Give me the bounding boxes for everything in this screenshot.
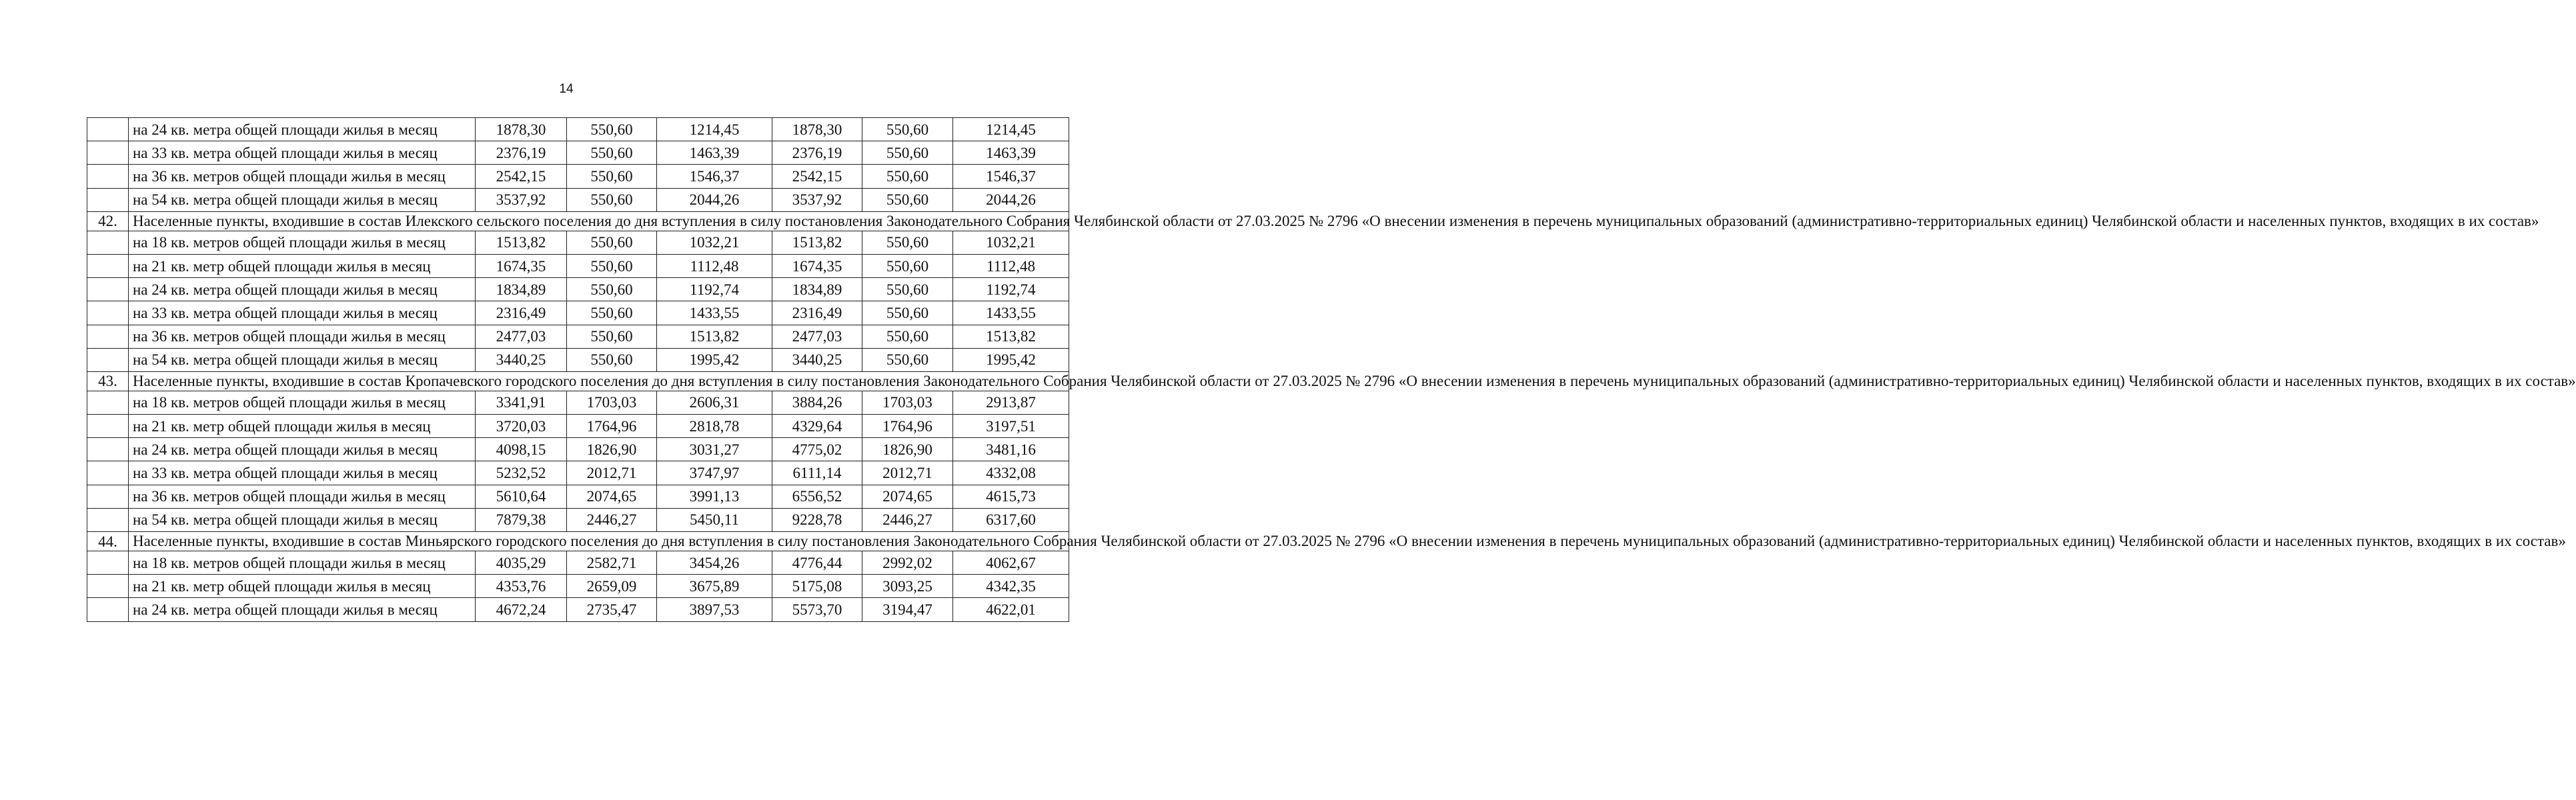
value-cell: 550,60 <box>567 348 657 371</box>
row-number-cell <box>87 508 129 531</box>
value-cell: 1764,96 <box>862 415 953 438</box>
value-cell: 5450,11 <box>657 508 772 531</box>
value-cell: 2044,26 <box>953 188 1069 211</box>
value-cell: 1995,42 <box>657 348 772 371</box>
section-description: Населенные пункты, входившие в состав Кропачевского городского поселения до дня вступления в силу постановления Законодательного Собрания Челябинской области от 27.03.2025 № 2796 «О внесении изменения в перечень муниципальных образований (административно-территориальных единиц) Челябинской области и населенных пунктов, входящих в их состав» <box>129 371 1069 391</box>
value-cell: 4098,15 <box>476 438 567 461</box>
section-description: Населенные пункты, входившие в состав Миньярского городского поселения до дня вступления в силу постановления Законодательного Собрания Челябинской области от 27.03.2025 № 2796 «О внесении изменения в перечень муниципальных образований (административно-территориальных единиц) Челябинской области и населенных пунктов, входящих в их состав» <box>129 532 1069 551</box>
table-row <box>87 301 1069 325</box>
value-cell: 9228,78 <box>772 508 862 531</box>
row-number-cell <box>87 485 129 508</box>
value-cell: 7879,38 <box>476 508 567 531</box>
value-cell: 3991,13 <box>657 485 772 508</box>
value-cell: 3454,26 <box>657 551 772 575</box>
value-cell: 2316,49 <box>476 301 567 325</box>
row-number-cell <box>87 598 129 621</box>
value-cell: 1546,37 <box>657 165 772 188</box>
value-cell: 2477,03 <box>772 325 862 348</box>
value-cell: 550,60 <box>862 188 953 211</box>
value-cell: 1826,90 <box>862 438 953 461</box>
row-label: на 33 кв. метра общей площади жилья в месяц <box>129 301 476 325</box>
value-cell: 5232,52 <box>476 461 567 485</box>
value-cell: 4672,24 <box>476 598 567 621</box>
value-cell: 2074,65 <box>567 485 657 508</box>
value-cell: 1192,74 <box>657 278 772 301</box>
table-row <box>87 575 1069 598</box>
table-row <box>87 391 1069 414</box>
value-cell: 4615,73 <box>953 485 1069 508</box>
value-cell: 1703,03 <box>862 391 953 414</box>
value-cell: 1513,82 <box>657 325 772 348</box>
value-cell: 550,60 <box>862 325 953 348</box>
row-label: на 24 кв. метра общей площади жилья в месяц <box>129 278 476 301</box>
section-number: 43. <box>87 371 129 391</box>
value-cell: 550,60 <box>567 325 657 348</box>
value-cell: 2012,71 <box>567 461 657 485</box>
value-cell: 1513,82 <box>476 231 567 254</box>
value-cell: 2446,27 <box>862 508 953 531</box>
table-row <box>87 188 1069 211</box>
value-cell: 4353,76 <box>476 575 567 598</box>
value-cell: 2735,47 <box>567 598 657 621</box>
value-cell: 1674,35 <box>772 254 862 277</box>
value-cell: 3440,25 <box>476 348 567 371</box>
value-cell: 550,60 <box>567 188 657 211</box>
section-number: 42. <box>87 211 129 231</box>
value-cell: 3884,26 <box>772 391 862 414</box>
value-cell: 550,60 <box>567 231 657 254</box>
value-cell: 5610,64 <box>476 485 567 508</box>
value-cell: 550,60 <box>567 278 657 301</box>
value-cell: 4062,67 <box>953 551 1069 575</box>
value-cell: 550,60 <box>567 254 657 277</box>
value-cell: 3720,03 <box>476 415 567 438</box>
value-cell: 5175,08 <box>772 575 862 598</box>
value-cell: 1995,42 <box>953 348 1069 371</box>
row-label: на 18 кв. метров общей площади жилья в месяц <box>129 551 476 575</box>
value-cell: 1463,39 <box>657 141 772 165</box>
row-number-cell <box>87 348 129 371</box>
value-cell: 4776,44 <box>772 551 862 575</box>
value-cell: 2606,31 <box>657 391 772 414</box>
value-cell: 2376,19 <box>772 141 862 165</box>
row-number-cell <box>87 438 129 461</box>
value-cell: 3747,97 <box>657 461 772 485</box>
value-cell: 2542,15 <box>476 165 567 188</box>
row-label: на 18 кв. метров общей площади жилья в месяц <box>129 391 476 414</box>
value-cell: 1546,37 <box>953 165 1069 188</box>
value-cell: 3194,47 <box>862 598 953 621</box>
row-number-cell <box>87 461 129 485</box>
table-row <box>87 348 1069 371</box>
value-cell: 550,60 <box>862 301 953 325</box>
value-cell: 3675,89 <box>657 575 772 598</box>
row-number-cell <box>87 141 129 165</box>
value-cell: 1112,48 <box>953 254 1069 277</box>
value-cell: 3481,16 <box>953 438 1069 461</box>
value-cell: 1032,21 <box>657 231 772 254</box>
value-cell: 6556,52 <box>772 485 862 508</box>
row-number-cell <box>87 278 129 301</box>
value-cell: 2542,15 <box>772 165 862 188</box>
table-row <box>87 438 1069 461</box>
row-number-cell <box>87 254 129 277</box>
value-cell: 2074,65 <box>862 485 953 508</box>
table-row <box>87 508 1069 531</box>
value-cell: 2316,49 <box>772 301 862 325</box>
table-row <box>87 461 1069 485</box>
row-label: на 36 кв. метров общей площади жилья в месяц <box>129 325 476 348</box>
value-cell: 550,60 <box>862 118 953 141</box>
value-cell: 1703,03 <box>567 391 657 414</box>
value-cell: 1878,30 <box>476 118 567 141</box>
value-cell: 2582,71 <box>567 551 657 575</box>
value-cell: 1214,45 <box>657 118 772 141</box>
value-cell: 3537,92 <box>476 188 567 211</box>
row-number-cell <box>87 301 129 325</box>
row-label: на 24 кв. метра общей площади жилья в месяц <box>129 118 476 141</box>
row-label: на 33 кв. метра общей площади жилья в месяц <box>129 141 476 165</box>
value-cell: 2044,26 <box>657 188 772 211</box>
value-cell: 1674,35 <box>476 254 567 277</box>
row-number-cell <box>87 118 129 141</box>
row-label: на 36 кв. метров общей площади жилья в месяц <box>129 485 476 508</box>
row-label: на 24 кв. метра общей площади жилья в месяц <box>129 438 476 461</box>
value-cell: 4329,64 <box>772 415 862 438</box>
value-cell: 1513,82 <box>953 325 1069 348</box>
value-cell: 1878,30 <box>772 118 862 141</box>
value-cell: 1032,21 <box>953 231 1069 254</box>
value-cell: 550,60 <box>567 141 657 165</box>
value-cell: 3440,25 <box>772 348 862 371</box>
row-number-cell <box>87 165 129 188</box>
value-cell: 6111,14 <box>772 461 862 485</box>
row-number-cell <box>87 415 129 438</box>
value-cell: 550,60 <box>862 254 953 277</box>
table-row <box>87 278 1069 301</box>
row-number-cell <box>87 391 129 414</box>
row-label: на 21 кв. метр общей площади жилья в месяц <box>129 575 476 598</box>
row-label: на 24 кв. метра общей площади жилья в месяц <box>129 598 476 621</box>
section-header-row <box>87 211 1069 231</box>
value-cell: 3031,27 <box>657 438 772 461</box>
row-number-cell <box>87 551 129 575</box>
value-cell: 1834,89 <box>772 278 862 301</box>
section-header-row <box>87 532 1069 551</box>
value-cell: 550,60 <box>862 141 953 165</box>
value-cell: 2818,78 <box>657 415 772 438</box>
table-row <box>87 141 1069 165</box>
value-cell: 1826,90 <box>567 438 657 461</box>
tariff-table <box>87 117 2576 622</box>
row-number-cell <box>87 325 129 348</box>
table-row <box>87 551 1069 575</box>
value-cell: 3897,53 <box>657 598 772 621</box>
value-cell: 550,60 <box>567 301 657 325</box>
value-cell: 550,60 <box>862 165 953 188</box>
table-row <box>87 231 1069 254</box>
value-cell: 4035,29 <box>476 551 567 575</box>
section-number: 44. <box>87 532 129 551</box>
value-cell: 1214,45 <box>953 118 1069 141</box>
row-number-cell <box>87 231 129 254</box>
value-cell: 4622,01 <box>953 598 1069 621</box>
table-row <box>87 118 1069 141</box>
value-cell: 3537,92 <box>772 188 862 211</box>
table-row <box>87 325 1069 348</box>
row-number-cell <box>87 575 129 598</box>
value-cell: 2659,09 <box>567 575 657 598</box>
row-label: на 21 кв. метр общей площади жилья в месяц <box>129 254 476 277</box>
page-number: 14 <box>559 82 574 96</box>
value-cell: 4775,02 <box>772 438 862 461</box>
value-cell: 550,60 <box>862 348 953 371</box>
table-row <box>87 598 1069 621</box>
value-cell: 3341,91 <box>476 391 567 414</box>
section-description: Населенные пункты, входившие в состав Илекского сельского поселения до дня вступления в силу постановления Законодательного Собрания Челябинской области от 27.03.2025 № 2796 «О внесении изменения в перечень муниципальных образований (административно-территориальных единиц) Челябинской области и населенных пунктов, входящих в их состав» <box>129 211 1069 231</box>
value-cell: 4342,35 <box>953 575 1069 598</box>
table-body <box>87 118 2576 622</box>
row-label: на 54 кв. метра общей площади жилья в месяц <box>129 348 476 371</box>
value-cell: 1834,89 <box>476 278 567 301</box>
value-cell: 6317,60 <box>953 508 1069 531</box>
row-label: на 54 кв. метра общей площади жилья в месяц <box>129 188 476 211</box>
value-cell: 1192,74 <box>953 278 1069 301</box>
table-row <box>87 254 1069 277</box>
value-cell: 4332,08 <box>953 461 1069 485</box>
value-cell: 3093,25 <box>862 575 953 598</box>
section-header-row <box>87 371 1069 391</box>
table-row <box>87 165 1069 188</box>
value-cell: 2012,71 <box>862 461 953 485</box>
value-cell: 550,60 <box>567 118 657 141</box>
value-cell: 550,60 <box>567 165 657 188</box>
value-cell: 5573,70 <box>772 598 862 621</box>
row-label: на 18 кв. метров общей площади жилья в месяц <box>129 231 476 254</box>
row-label: на 54 кв. метра общей площади жилья в месяц <box>129 508 476 531</box>
value-cell: 550,60 <box>862 278 953 301</box>
value-cell: 1433,55 <box>953 301 1069 325</box>
value-cell: 3197,51 <box>953 415 1069 438</box>
value-cell: 550,60 <box>862 231 953 254</box>
value-cell: 2992,02 <box>862 551 953 575</box>
value-cell: 1433,55 <box>657 301 772 325</box>
value-cell: 1112,48 <box>657 254 772 277</box>
row-number-cell <box>87 188 129 211</box>
value-cell: 2376,19 <box>476 141 567 165</box>
row-label: на 36 кв. метров общей площади жилья в месяц <box>129 165 476 188</box>
value-cell: 1764,96 <box>567 415 657 438</box>
row-label: на 21 кв. метр общей площади жилья в месяц <box>129 415 476 438</box>
value-cell: 1513,82 <box>772 231 862 254</box>
table-row <box>87 415 1069 438</box>
row-label: на 33 кв. метра общей площади жилья в месяц <box>129 461 476 485</box>
table-row <box>87 485 1069 508</box>
value-cell: 2913,87 <box>953 391 1069 414</box>
value-cell: 2477,03 <box>476 325 567 348</box>
value-cell: 2446,27 <box>567 508 657 531</box>
value-cell: 1463,39 <box>953 141 1069 165</box>
